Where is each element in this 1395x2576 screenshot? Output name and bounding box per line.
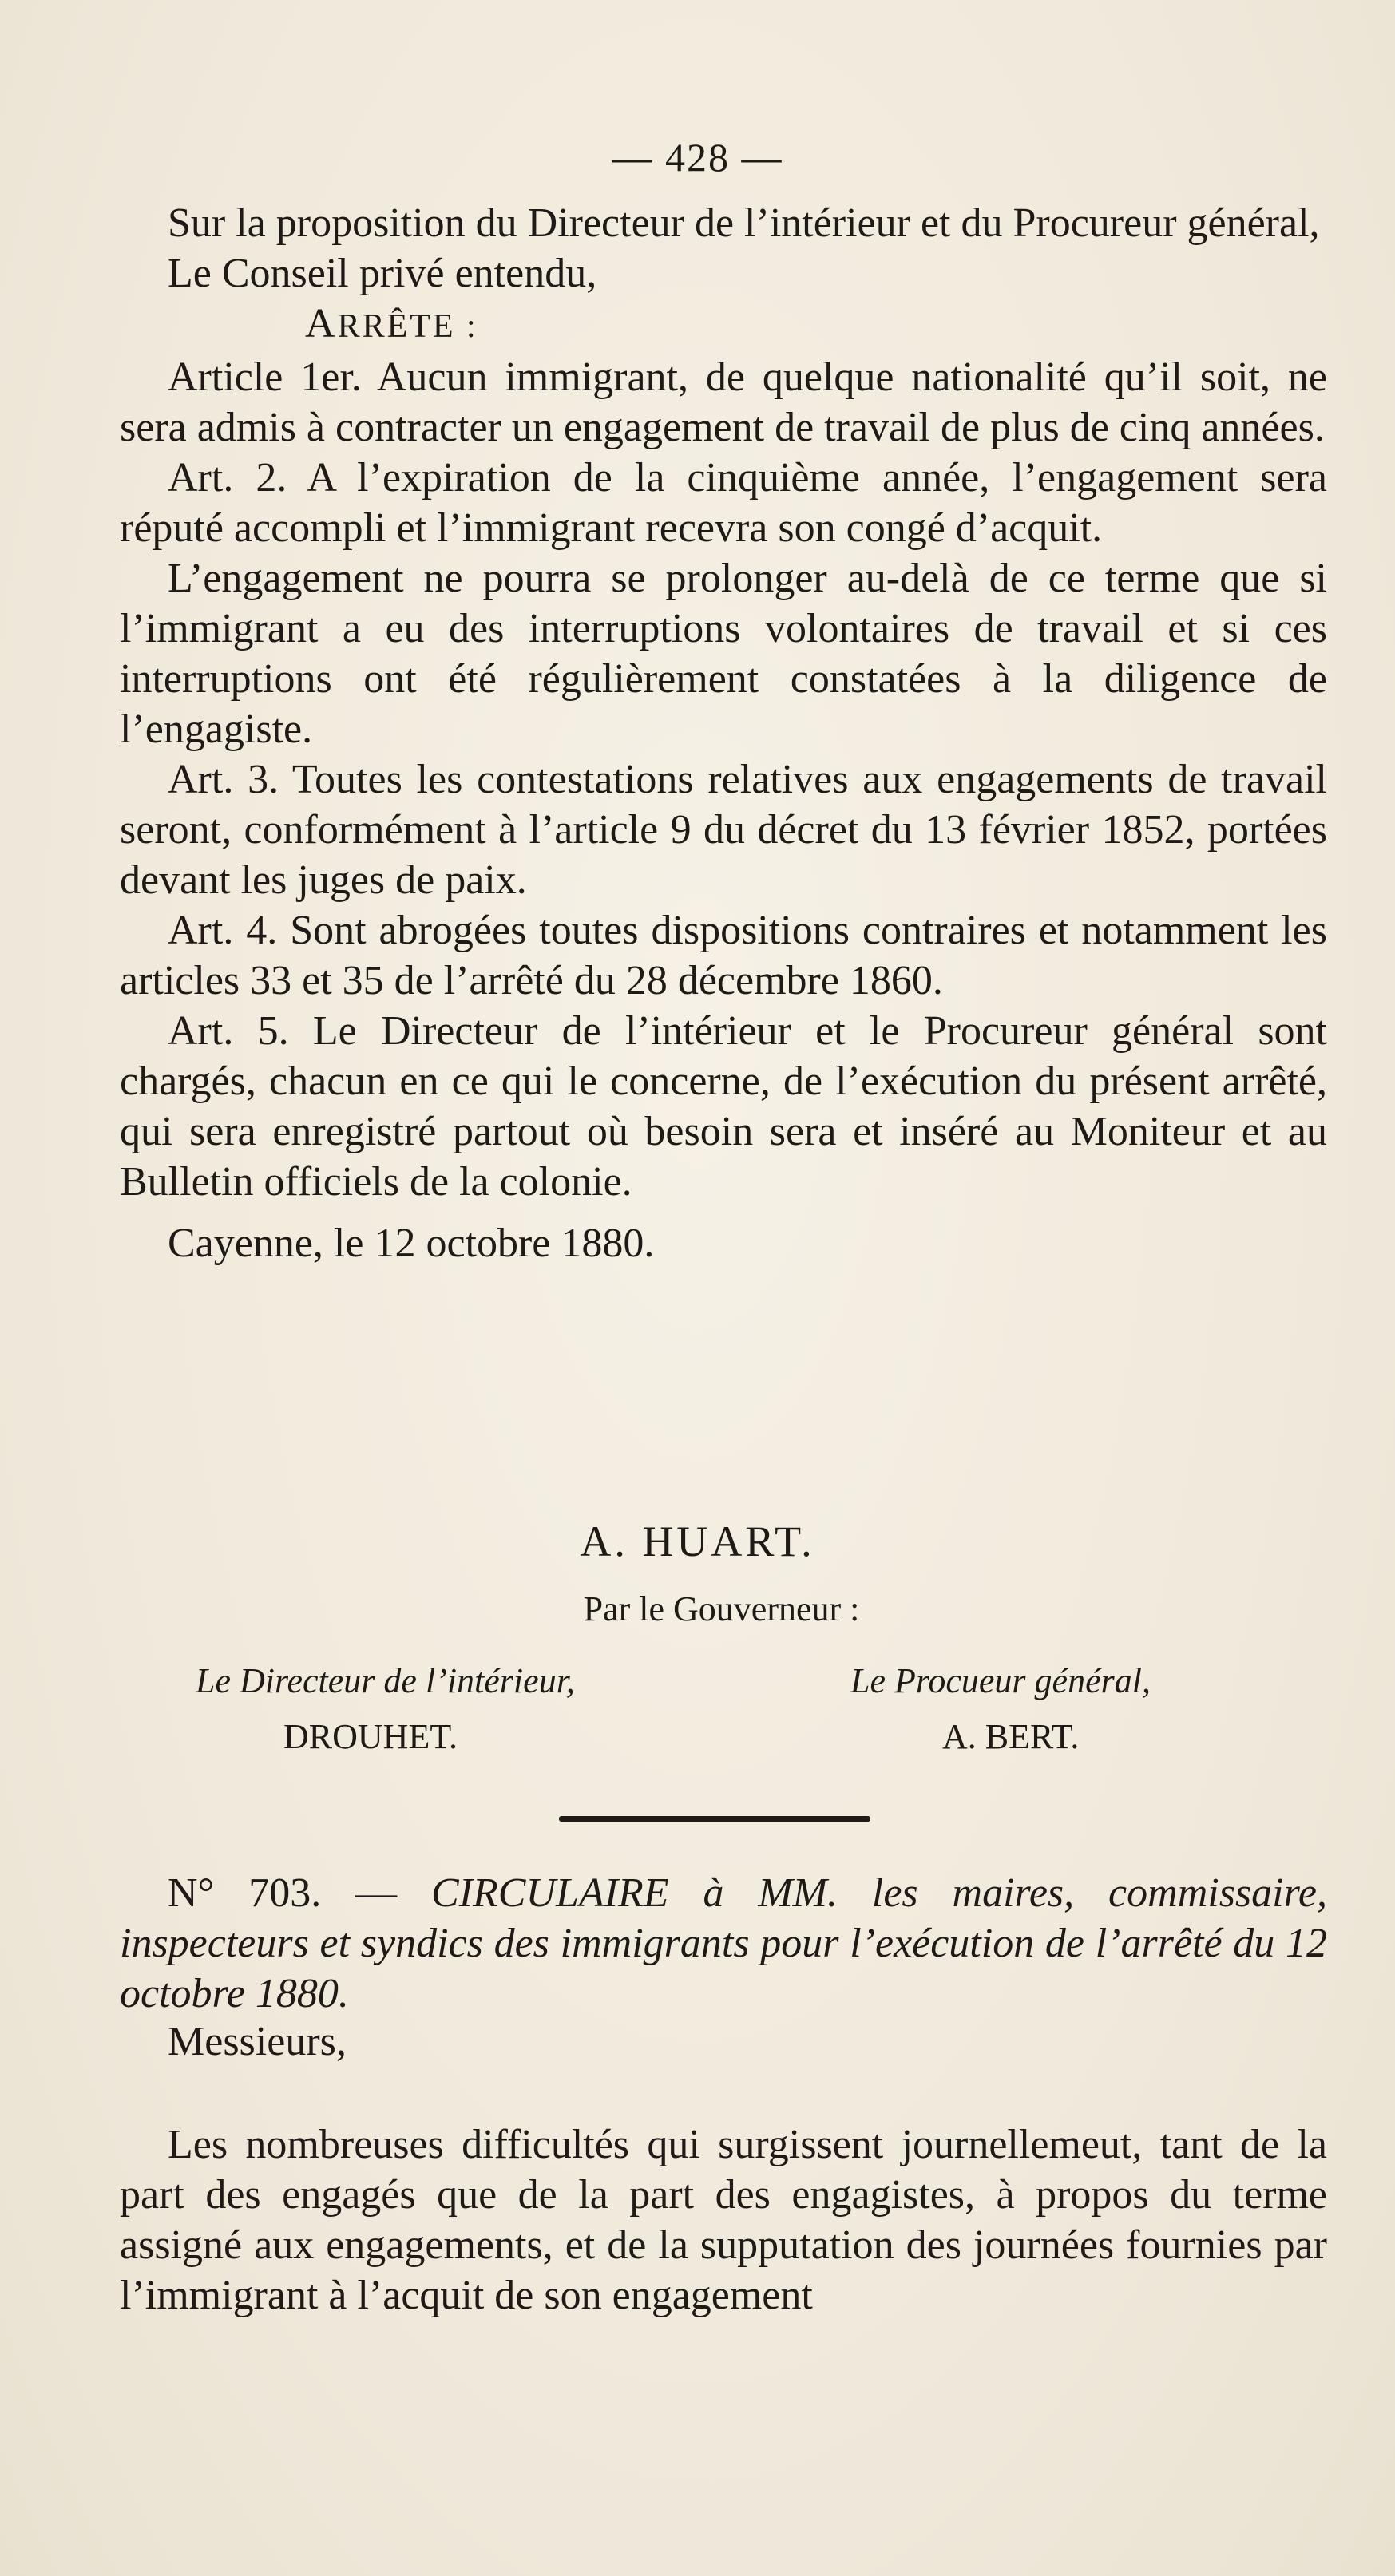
place-date: Cayenne, le 12 octobre 1880. [168, 1221, 655, 1266]
article-2-continuation: L’engagement ne pourra se prolonger au-delà de ce terme que si l’immigrant a eu des interruptions volontaires de travail et si ces interruptions ont été régulièrement constatées à la diligence de l’engagiste. [120, 556, 1327, 752]
article-5: Art. 5. Le Directeur de l’intérieur et le Procureur général sont chargés, chacun en ce qui le concerne, de l’exécution du présent arrêté, qui sera enregistré partout où besoin sera et inséré au Moniteur et au Bulletin officiels de la colonie. [120, 1008, 1327, 1205]
director-name: DROUHET. [283, 1717, 458, 1756]
director-title: Le Directeur de l’intérieur, [196, 1661, 575, 1700]
circular-body [120, 2119, 1327, 2321]
circular-paragraph: Les nombreuses difficultés qui surgissent journellemeut, tant de la part des engagés que de la part des engagistes, à propos du terme assigné aux engagements, et de la supputation des journées fournies par l’immigrant à l’acquit de son engagement [120, 2122, 1327, 2318]
article-1: Article 1er. Aucun immigrant, de quelque nationalité qu’il soit, ne sera admis à contracter un engagement de travail de plus de cinq années. [120, 354, 1327, 450]
decree-text [120, 198, 1327, 1268]
circular-heading [120, 1868, 1327, 2019]
article-3: Art. 3. Toutes les contestations relatives aux engagements de travail seront, conformément à l’article 9 du décret du 13 février 1852, portées devant les juges de paix. [120, 757, 1327, 903]
section-divider [559, 1816, 870, 1822]
arrete-rest: RRÊTE : [337, 308, 478, 345]
article-4: Art. 4. Sont abrogées toutes dispositions contraires et notamment les articles 33 et 35 de l’arrêté du 28 décembre 1860. [120, 908, 1327, 1003]
procureur-name: A. BERT. [942, 1717, 1080, 1756]
arrete-initial: A [305, 301, 338, 346]
page-number: — 428 — [612, 135, 783, 180]
governor-signature: A. HUART. [580, 1518, 815, 1565]
intro-paragraph: Sur la proposition du Directeur de l’intérieur et du Procureur général, [168, 200, 1320, 246]
circular-title: CIRCULAIRE à MM. les maires, commissaire, inspecteurs et syndics des immigrants pour l’exécution de l’arrêté du 12 octobre 1880. [120, 1870, 1327, 2016]
salutation: Messieurs, [168, 2019, 347, 2064]
arrete-heading [120, 299, 1327, 352]
circular-number: N° 703. — [168, 1870, 398, 1916]
procureur-title: Le Procueur général, [850, 1661, 1151, 1700]
council-paragraph: Le Conseil privé entendu, [168, 251, 597, 296]
article-2: Art. 2. A l’expiration de la cinquième année, l’engagement sera réputé accompli et l’immigrant recevra son congé d’acquit. [120, 455, 1327, 551]
par-le-gouverneur: Par le Gouverneur : [583, 1589, 860, 1628]
